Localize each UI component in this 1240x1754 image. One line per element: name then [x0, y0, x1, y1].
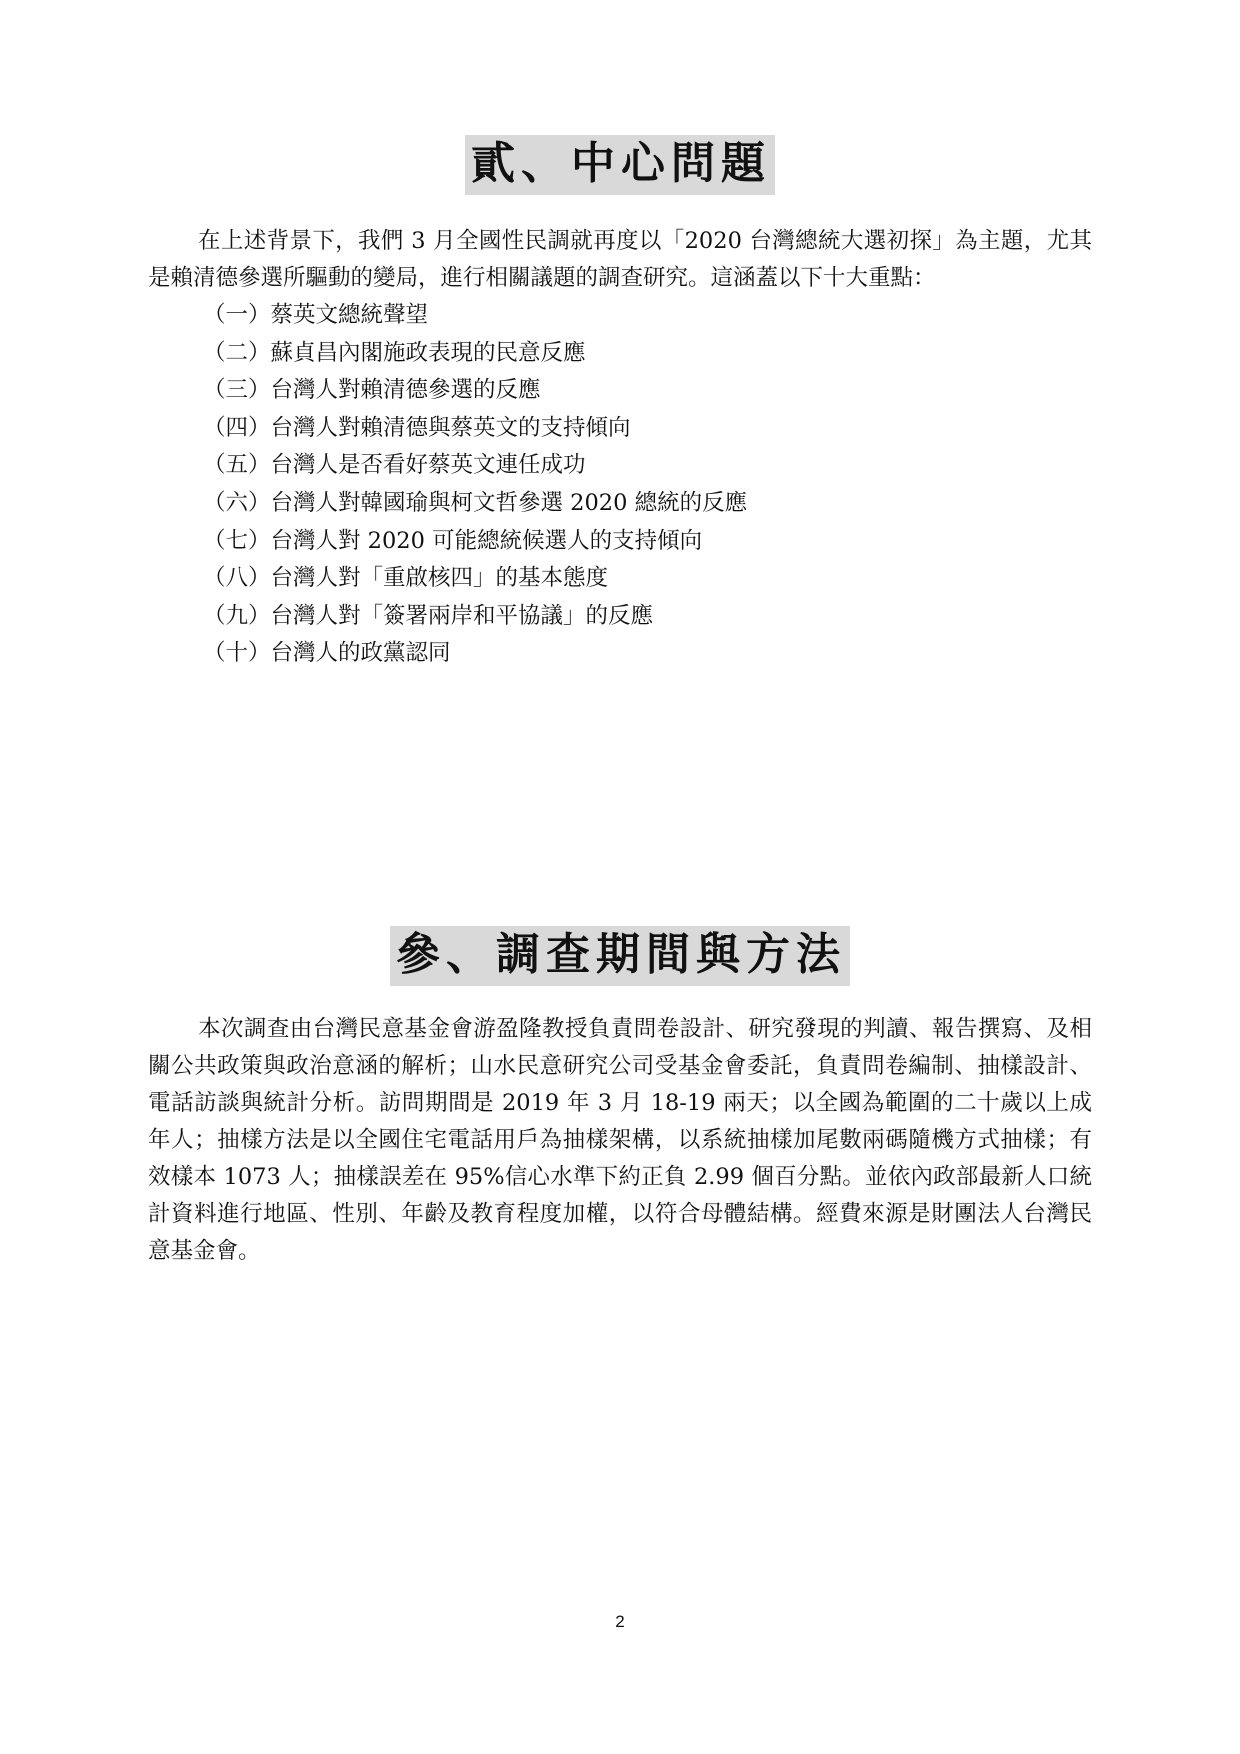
list-item: （二）蘇貞昌內閣施政表現的民意反應 — [203, 339, 586, 366]
list-item: （八）台灣人對「重啟核四」的基本態度 — [203, 565, 609, 592]
section-3-title: 參、調查期間與方法 — [390, 926, 850, 986]
list-item: （四）台灣人對賴清德與蔡英文的支持傾向 — [203, 414, 631, 441]
section-2-heading — [0, 135, 1240, 195]
section-2-title: 貳、中心問題 — [465, 135, 775, 195]
list-item: （三）台灣人對賴清德參選的反應 — [203, 377, 541, 404]
list-item: （九）台灣人對「簽署兩岸和平協議」的反應 — [203, 602, 654, 629]
list-item: （一）蔡英文總統聲望 — [203, 302, 429, 328]
list-item: （十）台灣人的政黨認同 — [203, 640, 451, 667]
section-3-paragraph: 本次調查由台灣民意基金會游盈隆教授負責問卷設計、研究發現的判讀、報告撰寫、及相關公共政策與政治意涵的解析；山水民意研究公司受基金會委託，負責問卷編制、抽樣設計、電話訪談與統計分析。訪問期間是 2019 年 3 月 18-19 兩天；以全國為範圍的二十歲以上成年人；抽樣方法是以全國住宅電話用戶為抽樣架構，以系統抽樣加尾數兩碼隨機方式抽樣；有效樣本 1073 人；抽樣誤差在 95%信心水準下約正負 2.99 個百分點。並依內政部最新人口統計資料進行地區、性別、年齡及教育程度加權，以符合母體結構。經費來源是財團法人台灣民意基金會。 — [148, 1016, 1092, 1264]
list-item: （五）台灣人是否看好蔡英文連任成功 — [203, 452, 586, 479]
list-item: （六）台灣人對韓國瑜與柯文哲參選 2020 總統的反應 — [203, 489, 748, 516]
page-number: 2 — [615, 1612, 625, 1631]
section-2-paragraph: 在上述背景下，我們 3 月全國性民調就再度以「2020 台灣總統大選初探」為主題，尤其是賴清德參選所驅動的變局，進行相關議題的調查研究。這涵蓋以下十大重點： — [148, 228, 1092, 291]
list-item: （七）台灣人對 2020 可能總統候選人的支持傾向 — [203, 527, 703, 554]
section-3-heading — [0, 926, 1240, 986]
focus-topic-list — [203, 297, 747, 673]
